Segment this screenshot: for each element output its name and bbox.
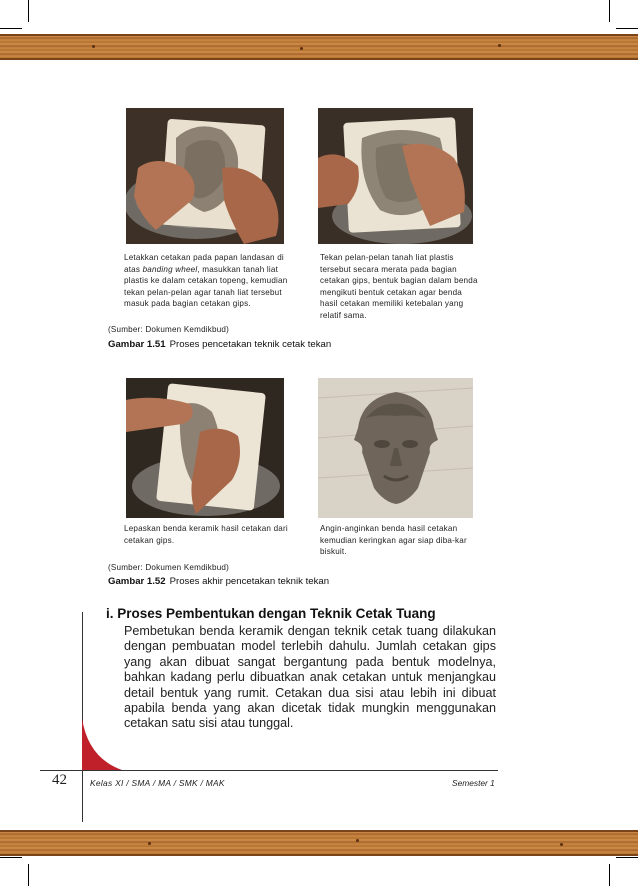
photo-finished-mask — [318, 378, 473, 518]
red-corner-decoration — [82, 718, 122, 770]
figure-1-51-caption-right: Tekan pelan-pelan tanah liat plastis tersebut secara merata pada bagian cetakan gips, bentuk bagian dalam benda mengikuti bentuk cetakan agar benda hasil cetakan memiliki ketebalan yang relatif sama. — [320, 253, 478, 320]
crop-mark — [0, 857, 22, 858]
footer-vertical-rule — [82, 612, 83, 822]
figure-1-51-source: (Sumber: Dokumen Kemdikbud) — [108, 325, 230, 334]
figure-1-52-caption-right: Angin-anginkan benda hasil cetakan kemudian keringkan agar siap diba-kar biskuit. — [320, 524, 467, 556]
footer-wood-band — [0, 830, 638, 856]
figure-1-52-caption-left: Lepaskan benda keramik hasil cetakan dari cetakan gips. — [124, 524, 288, 545]
footer-horizontal-rule — [40, 770, 498, 771]
section-heading: i. Proses Pembentukan dengan Teknik Cetak Tuang — [106, 606, 436, 621]
figure-1-51-caption-left: Letakkan cetakan pada papan landasan di atas banding wheel, masukkan tanah liat plastis ke dalam cetakan topeng, kemudian tekan pelan-pelan agar tanah liat tersebut masuk pada bagian cetakan gips. — [124, 253, 288, 308]
crop-mark — [616, 28, 638, 29]
italic-term: banding wheel — [142, 264, 198, 274]
crop-mark — [0, 28, 22, 29]
crop-mark — [28, 0, 29, 22]
crop-mark — [609, 864, 610, 886]
figure-1-52-title: Gambar 1.52 Proses akhir pencetakan teknik tekan — [108, 576, 330, 587]
footer-book-title: Kelas XI / SMA / MA / SMK / MAK — [90, 778, 225, 788]
page-number: 42 — [52, 772, 67, 788]
figure-label: Gambar 1.52 — [108, 576, 166, 587]
photo-press-clay-evenly — [318, 108, 473, 244]
photo-release-from-mold — [126, 378, 284, 518]
figure-1-52-source: (Sumber: Dokumen Kemdikbud) — [108, 563, 230, 572]
figure-1-51-title: Gambar 1.51 Proses pencetakan teknik cetak tekan — [108, 339, 332, 350]
crop-mark — [28, 864, 29, 886]
figure-label: Gambar 1.51 — [108, 339, 166, 350]
section-body: Pembetukan benda keramik dengan teknik cetak tuang dilakukan dengan pembuatan model terlebih dahulu. Jumlah cetakan gips yang akan dibuat sangat bergantung pada bentuk modelnya, bahkan kadang perlu dibuatkan anak cetakan untuk menjangkau detail bentuk yang rumit. Cetakan dua sisi atau lebih ini dibuat apabila benda yang akan dicetak tidak mungkin menggunakan cetakan satu sisi atau tunggal. — [124, 624, 496, 731]
header-wood-band — [0, 34, 638, 60]
crop-mark — [609, 0, 610, 22]
crop-mark — [616, 857, 638, 858]
footer-semester: Semester 1 — [452, 778, 495, 788]
photo-press-clay-into-mold — [126, 108, 284, 244]
